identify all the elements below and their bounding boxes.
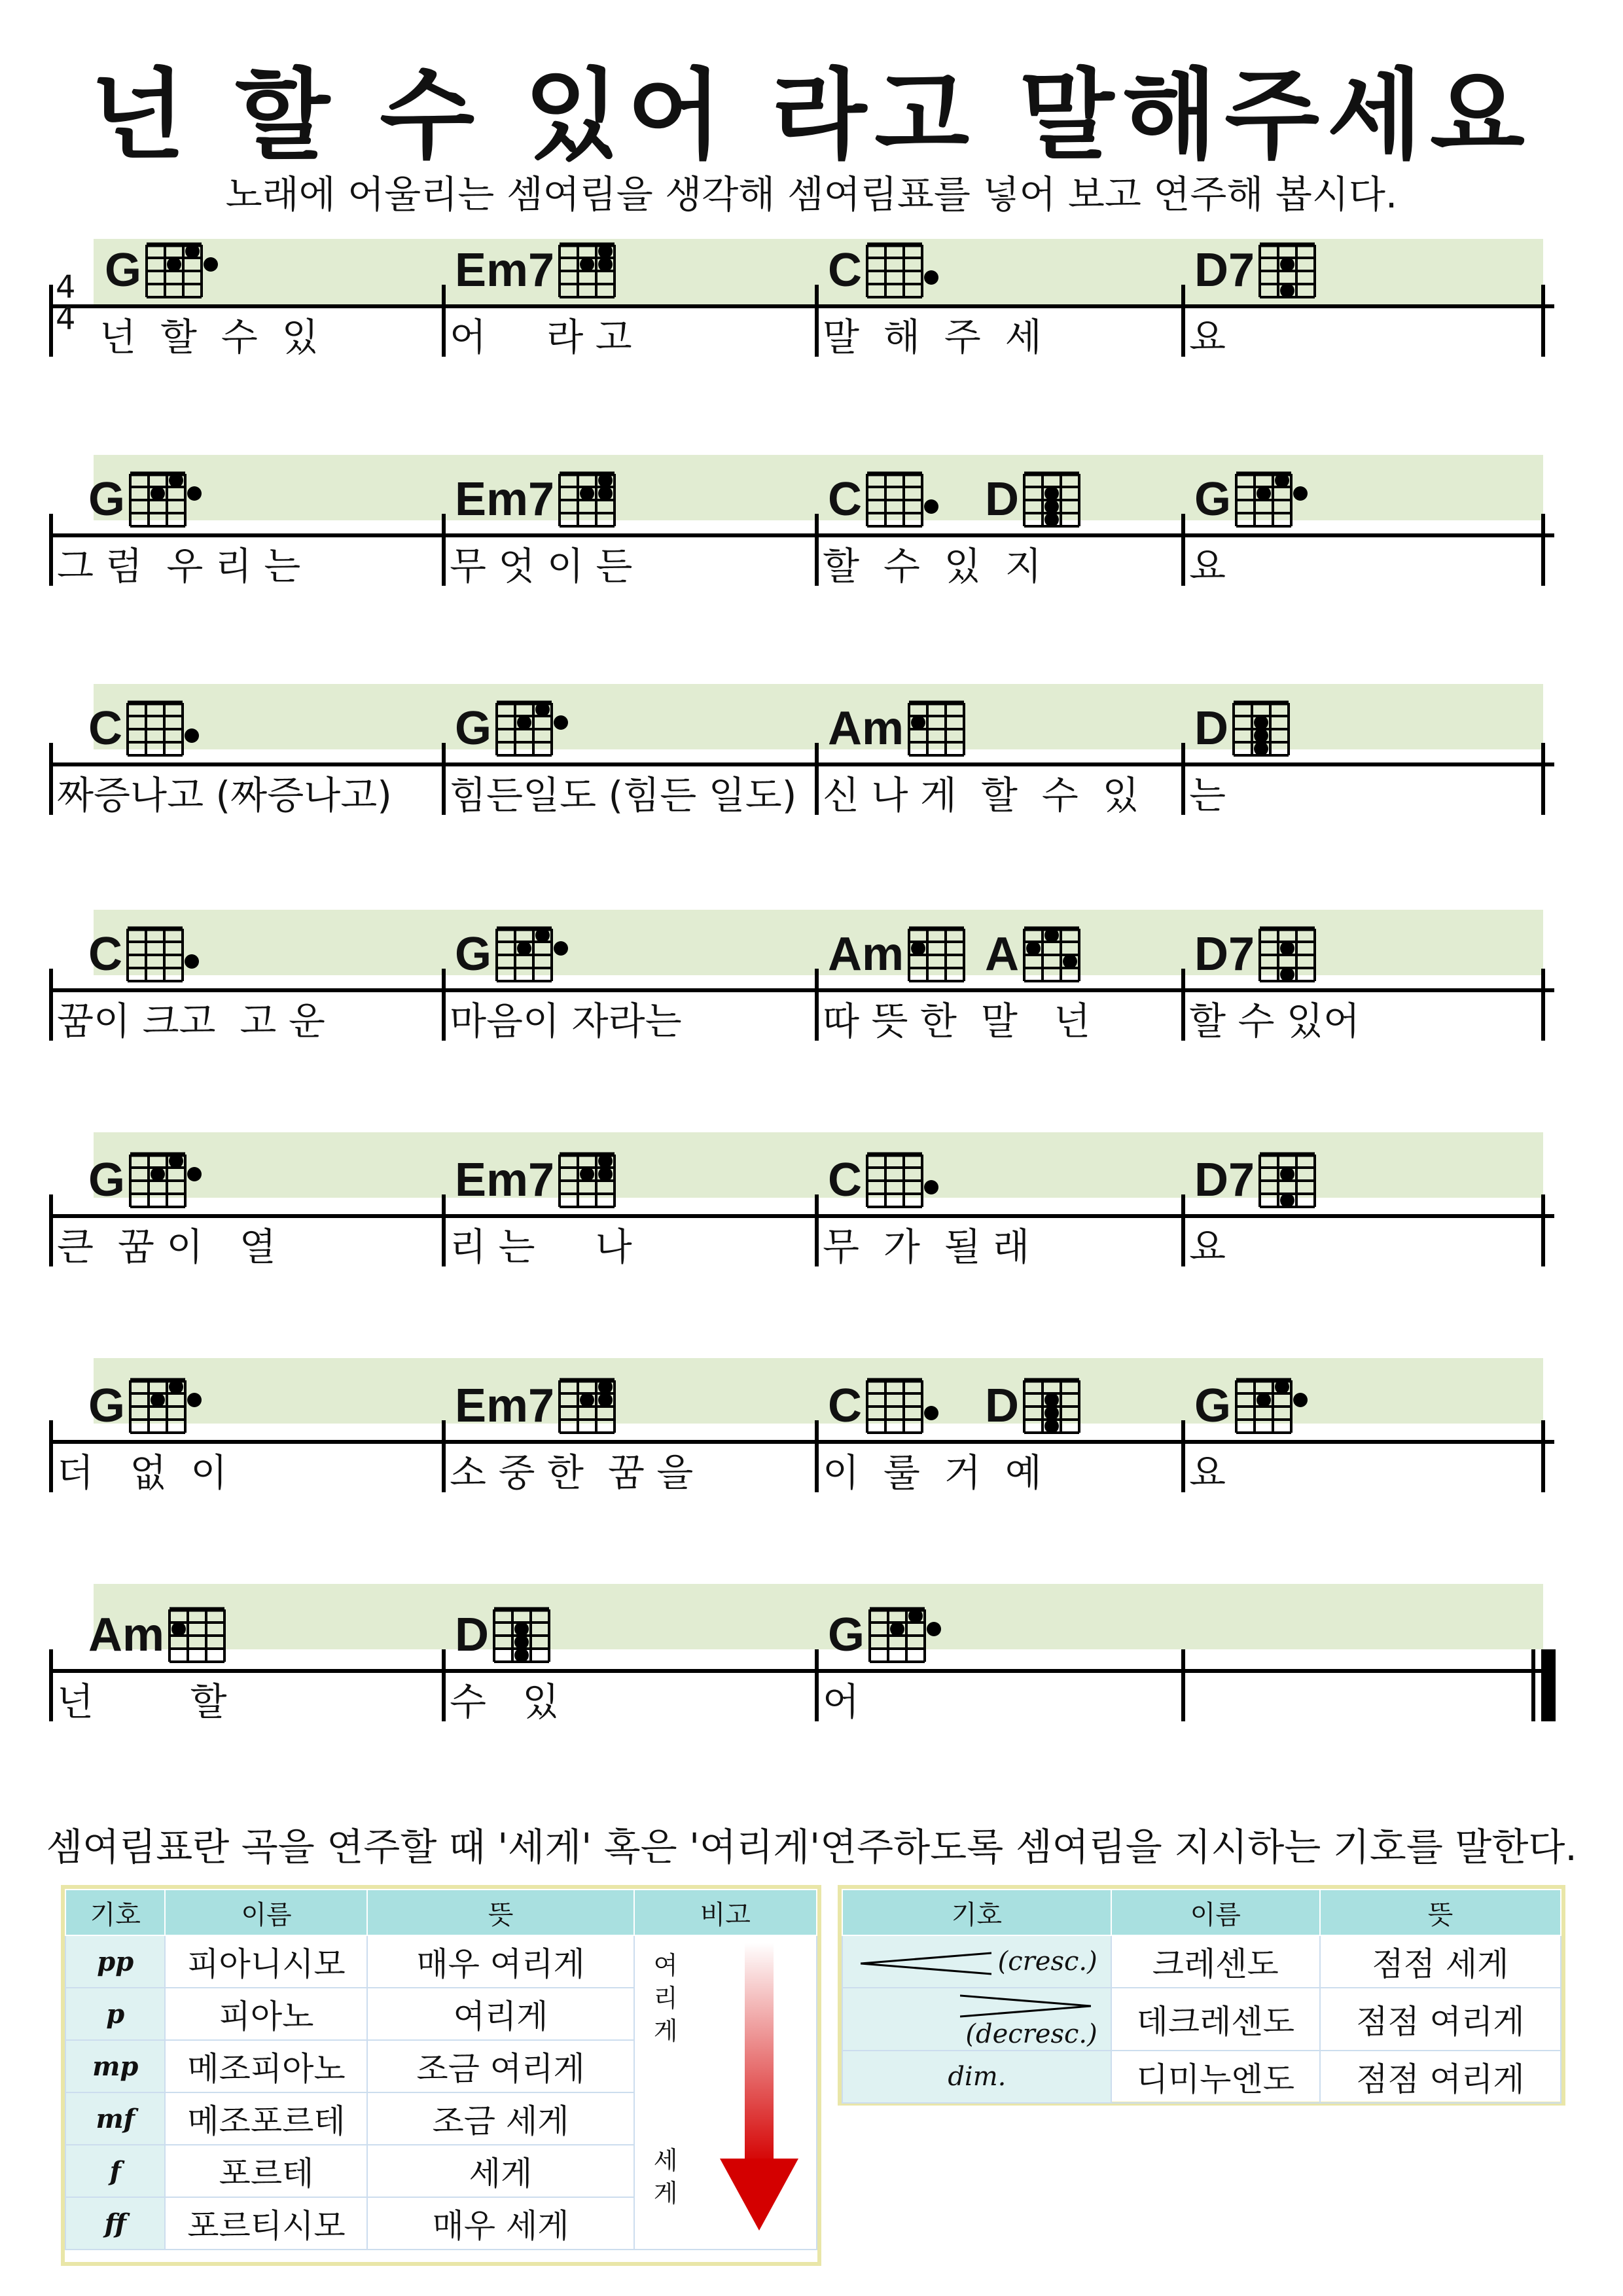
change-meaning: 점점 세게 [1320, 1935, 1561, 1988]
finger-dot [911, 941, 925, 956]
chord-diagram [1257, 1151, 1336, 1210]
change-symbol-text: dim. [948, 2062, 1007, 2092]
barline [1181, 285, 1185, 357]
staff-row [49, 455, 1554, 612]
chord-name: D7 [1194, 927, 1255, 980]
barline [442, 743, 446, 815]
finger-dot [171, 1622, 186, 1636]
chord-name: C [828, 243, 862, 296]
chord-diagram [865, 1151, 943, 1210]
finger-dot [927, 1622, 941, 1636]
barline [442, 1194, 446, 1266]
chord-diagram [125, 699, 204, 758]
lyric-measure: 요 [1189, 544, 1226, 588]
dynamic-meaning: 매우 세게 [367, 2197, 633, 2250]
barline [49, 285, 53, 357]
chord-name: Am [88, 1608, 165, 1661]
time-signature [56, 269, 76, 337]
finger-dot [1293, 486, 1308, 501]
finger-dot [1026, 941, 1041, 956]
header-meaning: 뜻 [1320, 1890, 1561, 1935]
staff-row [49, 1361, 1554, 1518]
change-name: 디미누엔도 [1111, 2051, 1320, 2103]
finger-dot [185, 954, 199, 969]
time-signature-bottom: 4 [56, 300, 76, 337]
finger-dot [187, 486, 202, 501]
chord-g [455, 697, 573, 759]
dynamic-meaning: 여리게 [367, 1988, 633, 2040]
barline [815, 1194, 819, 1266]
chord-diagram [865, 1376, 943, 1435]
lyric-measure: 마음이 자라는 [450, 999, 682, 1043]
finger-dot [1254, 742, 1268, 756]
header-symbol: 기호 [65, 1890, 165, 1935]
finger-dot [911, 715, 925, 730]
chord-name: G [88, 473, 126, 526]
staff-row [49, 1590, 1554, 1748]
finger-dot [1044, 486, 1059, 501]
finger-dot [580, 486, 594, 501]
chord-name: Em7 [455, 1153, 555, 1206]
finger-dot [1280, 283, 1294, 298]
chord-name: C [88, 927, 122, 980]
finger-dot [167, 257, 181, 272]
finger-dot [924, 1406, 938, 1420]
chord-name: G [88, 1379, 126, 1432]
chord-name: G [1194, 473, 1232, 526]
finger-dot [1280, 967, 1294, 982]
finger-dot [1280, 1193, 1294, 1208]
lyric-measure: 요 [1189, 315, 1226, 359]
lyric-measure: 어 [823, 1679, 860, 1724]
finger-dot [1280, 1167, 1294, 1181]
lyric-measure: 큰 꿈 이 열 [57, 1225, 276, 1269]
chord-d7 [1194, 1149, 1336, 1211]
chord-diagram [557, 1151, 635, 1210]
chord-name: D [455, 1608, 489, 1661]
chord-g [88, 468, 206, 530]
lyric-measure: 넌 할 수 있 [99, 315, 319, 359]
finger-dot [187, 1167, 202, 1181]
lyric-measure: 이 룰 거 예 [823, 1450, 1042, 1495]
lyric-measure: 무 가 될 래 [823, 1225, 1030, 1269]
barline [49, 743, 53, 815]
dynamic-symbol: p [65, 1988, 165, 2040]
finger-dot [1293, 1393, 1308, 1407]
finger-dot [1044, 1419, 1059, 1433]
finger-dot [185, 244, 200, 259]
finger-dot [517, 941, 531, 956]
staff-line [49, 533, 1554, 537]
chord-name: D7 [1194, 1153, 1255, 1206]
barline [1181, 1420, 1185, 1492]
staff-line [49, 1440, 1554, 1444]
chord-diagram [867, 1605, 946, 1664]
staff-row [49, 1136, 1554, 1293]
lyric-measure: 힘든일도 (힘든 일도) [450, 773, 797, 817]
barline [815, 514, 819, 586]
dynamic-name: 포르테 [165, 2145, 367, 2197]
decrescendo-hairpin-icon [960, 1993, 1091, 2019]
chord-d [985, 1374, 1100, 1437]
finger-dot [1044, 1393, 1059, 1407]
lyric-measure: 무 엇 이 든 [450, 544, 633, 588]
final-barline [1541, 1649, 1556, 1721]
barline [1181, 514, 1185, 586]
chord-diagram [865, 241, 943, 300]
finger-dot [924, 270, 938, 285]
chord-name: A [985, 927, 1019, 980]
lyric-measure: 는 [1189, 773, 1226, 817]
lyric-measure: 수 있 [450, 1679, 560, 1724]
chord-c [828, 1149, 943, 1211]
chord-diagram [1257, 925, 1336, 984]
barline [1181, 1649, 1185, 1721]
change-symbol-text: (cresc.) [997, 1946, 1097, 1977]
change-meaning: 점점 여리게 [1320, 1988, 1561, 2051]
staff-line [49, 1669, 1554, 1673]
chord-name: D7 [1194, 243, 1255, 296]
chord-diagram [125, 925, 204, 984]
table-row [842, 1988, 1561, 2051]
chord-a [985, 923, 1100, 985]
barline [49, 1420, 53, 1492]
barline [1541, 969, 1545, 1041]
chord-diagram [128, 470, 206, 529]
lyric-measure: 그 럼 우 리 는 [57, 544, 301, 588]
finger-dot [535, 702, 550, 717]
chord-diagram [865, 470, 943, 529]
table-row [842, 1935, 1561, 1988]
finger-dot [535, 928, 550, 942]
finger-dot [204, 257, 218, 272]
chord-diagram [557, 241, 635, 300]
chord-name: Am [828, 927, 904, 980]
lyric-measure: 더 없 이 [57, 1450, 228, 1495]
lyric-measure: 짜증나고 (짜증나고) [57, 773, 392, 817]
lyric-measure: 따 뜻 한 말 넌 [823, 999, 1091, 1043]
dynamic-name: 포르티시모 [165, 2197, 367, 2250]
chord-name: D [985, 473, 1019, 526]
finger-dot [1044, 1406, 1059, 1420]
chord-g [1194, 468, 1312, 530]
table-row [842, 2051, 1561, 2103]
lyric-measure: 말 해 주 세 [823, 315, 1042, 359]
lyric-measure: 넌 할 [57, 1679, 227, 1724]
chord-name: Am [828, 702, 904, 755]
chord-diagram [1231, 699, 1310, 758]
dynamic-meaning: 조금 여리게 [367, 2040, 633, 2092]
finger-dot [890, 1622, 904, 1636]
chord-diagram [906, 925, 985, 984]
chord-diagram [1257, 241, 1336, 300]
change-symbol [842, 2051, 1111, 2103]
dynamics-definition: 셈여림표란 곡을 연주할 때 '세게' 혹은 '여리게'연주하도록 셈여림을 지시하는 기호를 말한다. [46, 1825, 1577, 1869]
finger-dot [598, 244, 613, 259]
finger-dot [169, 1380, 183, 1394]
chord-name: G [455, 927, 492, 980]
chord-em7 [455, 239, 635, 301]
finger-dot [598, 1154, 613, 1168]
chord-diagram [1234, 470, 1312, 529]
barline [1181, 969, 1185, 1041]
barline [1541, 514, 1545, 586]
chord-diagram [906, 699, 985, 758]
dynamic-name: 메조피아노 [165, 2040, 367, 2092]
finger-dot [1275, 1380, 1289, 1394]
chord-em7 [455, 1374, 635, 1437]
lyric-measure: 리 는 나 [450, 1225, 632, 1269]
change-symbol [842, 1988, 1111, 2051]
barline [815, 1649, 819, 1721]
finger-dot [1275, 473, 1289, 488]
barline [442, 285, 446, 357]
chord-name: D [1194, 702, 1228, 755]
finger-dot [598, 257, 613, 272]
lyric-measure: 요 [1189, 1450, 1226, 1495]
chord-am [88, 1604, 245, 1666]
page-title: 넌 할 수 있어 라고 말해주세요 [90, 59, 1533, 173]
dynamic-symbol: mf [65, 2092, 165, 2145]
lyric-measure: 어 라 고 [450, 315, 632, 359]
dynamic-name: 피아니시모 [165, 1935, 367, 1988]
dynamics-table [65, 1889, 817, 2250]
chord-d [985, 468, 1100, 530]
change-symbol [842, 1935, 1111, 1988]
finger-dot [1044, 928, 1059, 942]
chord-name: Em7 [455, 473, 555, 526]
finger-dot [517, 715, 531, 730]
finger-dot [598, 1393, 613, 1407]
chord-c [828, 239, 943, 301]
chord-diagram [144, 241, 223, 300]
remark-cell [634, 1935, 817, 2250]
chord-name: Em7 [455, 1379, 555, 1432]
finger-dot [598, 1380, 613, 1394]
chord-diagram [1022, 1376, 1100, 1435]
finger-dot [151, 1167, 165, 1181]
chord-d [455, 1604, 570, 1666]
finger-dot [169, 1154, 183, 1168]
chord-diagram [557, 470, 635, 529]
finger-dot [1280, 257, 1294, 272]
finger-dot [924, 1180, 938, 1194]
barline [442, 1649, 446, 1721]
barline [815, 285, 819, 357]
finger-dot [1280, 941, 1294, 956]
lyric-measure: 신 나 게 할 수 있 [823, 773, 1139, 817]
finger-dot [1254, 715, 1268, 730]
barline [442, 1420, 446, 1492]
final-barline [1531, 1649, 1535, 1721]
chord-g [88, 1374, 206, 1437]
staff-row [49, 684, 1554, 841]
barline [1541, 285, 1545, 357]
chord-g [828, 1604, 946, 1666]
chord-diagram [1234, 1376, 1312, 1435]
chord-name: C [88, 702, 122, 755]
chord-c [828, 1374, 943, 1437]
dynamic-name: 피아노 [165, 1988, 367, 2040]
chord-c [88, 697, 204, 759]
finger-dot [1063, 954, 1077, 969]
chord-name: G [105, 243, 142, 296]
chord-name: G [88, 1153, 126, 1206]
lyric-measure: 요 [1189, 1225, 1226, 1269]
page-subtitle: 노래에 어울리는 셈여림을 생각해 셈여림표를 넣어 보고 연주해 봅시다. [225, 172, 1398, 217]
staff-row [49, 910, 1554, 1067]
barline [49, 969, 53, 1041]
chord-name: C [828, 1379, 862, 1432]
chord-am [828, 697, 985, 759]
chord-g [455, 923, 573, 985]
barline [1181, 743, 1185, 815]
finger-dot [580, 257, 594, 272]
barline [1541, 1194, 1545, 1266]
chord-d7 [1194, 923, 1336, 985]
chord-diagram [128, 1376, 206, 1435]
lyric-measure: 할 수 있어 [1189, 999, 1360, 1043]
change-table [842, 1889, 1561, 2104]
change-name: 데크레센도 [1111, 1988, 1320, 2051]
dynamic-meaning: 세게 [367, 2145, 633, 2197]
chord-name: G [455, 702, 492, 755]
chord-d7 [1194, 239, 1336, 301]
finger-dot [1044, 499, 1059, 514]
dynamic-meaning: 매우 여리게 [367, 1935, 633, 1988]
finger-dot [924, 499, 938, 514]
arrow-down-icon [720, 1943, 798, 2231]
finger-dot [598, 486, 613, 501]
header-symbol: 기호 [842, 1890, 1111, 1935]
chord-diagram [494, 699, 573, 758]
lyric-measure: 할 수 있 지 [823, 544, 1042, 588]
barline [815, 1420, 819, 1492]
finger-dot [598, 1167, 613, 1181]
finger-dot [1044, 512, 1059, 527]
barline [442, 969, 446, 1041]
finger-dot [598, 473, 613, 488]
chord-diagram [1022, 925, 1100, 984]
dynamics-table-frame [61, 1885, 821, 2266]
chord-diagram [557, 1376, 635, 1435]
time-signature-top: 4 [56, 269, 76, 306]
barline [1181, 1194, 1185, 1266]
dynamic-symbol: mp [65, 2040, 165, 2092]
finger-dot [1257, 1393, 1271, 1407]
finger-dot [514, 1635, 529, 1649]
chord-em7 [455, 468, 635, 530]
remark-soft: 여리게 [653, 1951, 678, 2045]
barline [1541, 743, 1545, 815]
chord-name: D [985, 1379, 1019, 1432]
finger-dot [580, 1393, 594, 1407]
chord-diagram [494, 925, 573, 984]
finger-dot [908, 1609, 923, 1623]
finger-dot [554, 715, 568, 730]
staff-row [49, 226, 1554, 383]
barline [815, 743, 819, 815]
staff-line [49, 304, 1554, 308]
finger-dot [1254, 728, 1268, 743]
chord-name: G [1194, 1379, 1232, 1432]
finger-dot [580, 1167, 594, 1181]
finger-dot [169, 473, 183, 488]
barline [1541, 1420, 1545, 1492]
header-meaning: 뜻 [367, 1890, 633, 1935]
dynamic-symbol: f [65, 2145, 165, 2197]
crescendo-hairpin-icon [861, 1950, 991, 1977]
chord-g [88, 1149, 206, 1211]
finger-dot [185, 728, 199, 743]
chord-diagram [167, 1605, 245, 1664]
dynamic-symbol: ff [65, 2197, 165, 2250]
barline [49, 1649, 53, 1721]
chord-diagram [491, 1605, 570, 1664]
chord-name: C [828, 1153, 862, 1206]
change-table-frame [838, 1885, 1565, 2106]
staff-line [49, 762, 1554, 766]
chord-em7 [455, 1149, 635, 1211]
staff-line [49, 1214, 1554, 1218]
chord-c [88, 923, 204, 985]
header-name: 이름 [1111, 1890, 1320, 1935]
change-name: 크레센도 [1111, 1935, 1320, 1988]
barline [815, 969, 819, 1041]
remark-loud: 세게 [653, 2146, 678, 2208]
barline [442, 514, 446, 586]
dynamic-meaning: 조금 세게 [367, 2092, 633, 2145]
header-remark: 비고 [634, 1890, 817, 1935]
finger-dot [514, 1622, 529, 1636]
barline [49, 514, 53, 586]
chord-d [1194, 697, 1310, 759]
chord-name: G [828, 1608, 865, 1661]
finger-dot [554, 941, 568, 956]
chord-diagram [1022, 470, 1100, 529]
chord-name: Em7 [455, 243, 555, 296]
finger-dot [187, 1393, 202, 1407]
chord-am [828, 923, 985, 985]
staff-line [49, 988, 1554, 992]
finger-dot [514, 1648, 529, 1662]
chord-c [828, 468, 943, 530]
change-symbol-text: (decresc.) [965, 2019, 1097, 2049]
dynamic-symbol: pp [65, 1935, 165, 1988]
table-row [65, 1935, 817, 1988]
chord-diagram [128, 1151, 206, 1210]
dynamic-name: 메조포르테 [165, 2092, 367, 2145]
chord-g [1194, 1374, 1312, 1437]
finger-dot [1257, 486, 1271, 501]
lyric-measure: 소 중 한 꿈 을 [450, 1450, 694, 1495]
chord-g [105, 239, 223, 301]
lyric-measure: 꿈이 크고 고 운 [57, 999, 325, 1043]
header-name: 이름 [165, 1890, 367, 1935]
finger-dot [151, 486, 165, 501]
finger-dot [151, 1393, 165, 1407]
chord-name: C [828, 473, 862, 526]
barline [49, 1194, 53, 1266]
change-meaning: 점점 여리게 [1320, 2051, 1561, 2103]
